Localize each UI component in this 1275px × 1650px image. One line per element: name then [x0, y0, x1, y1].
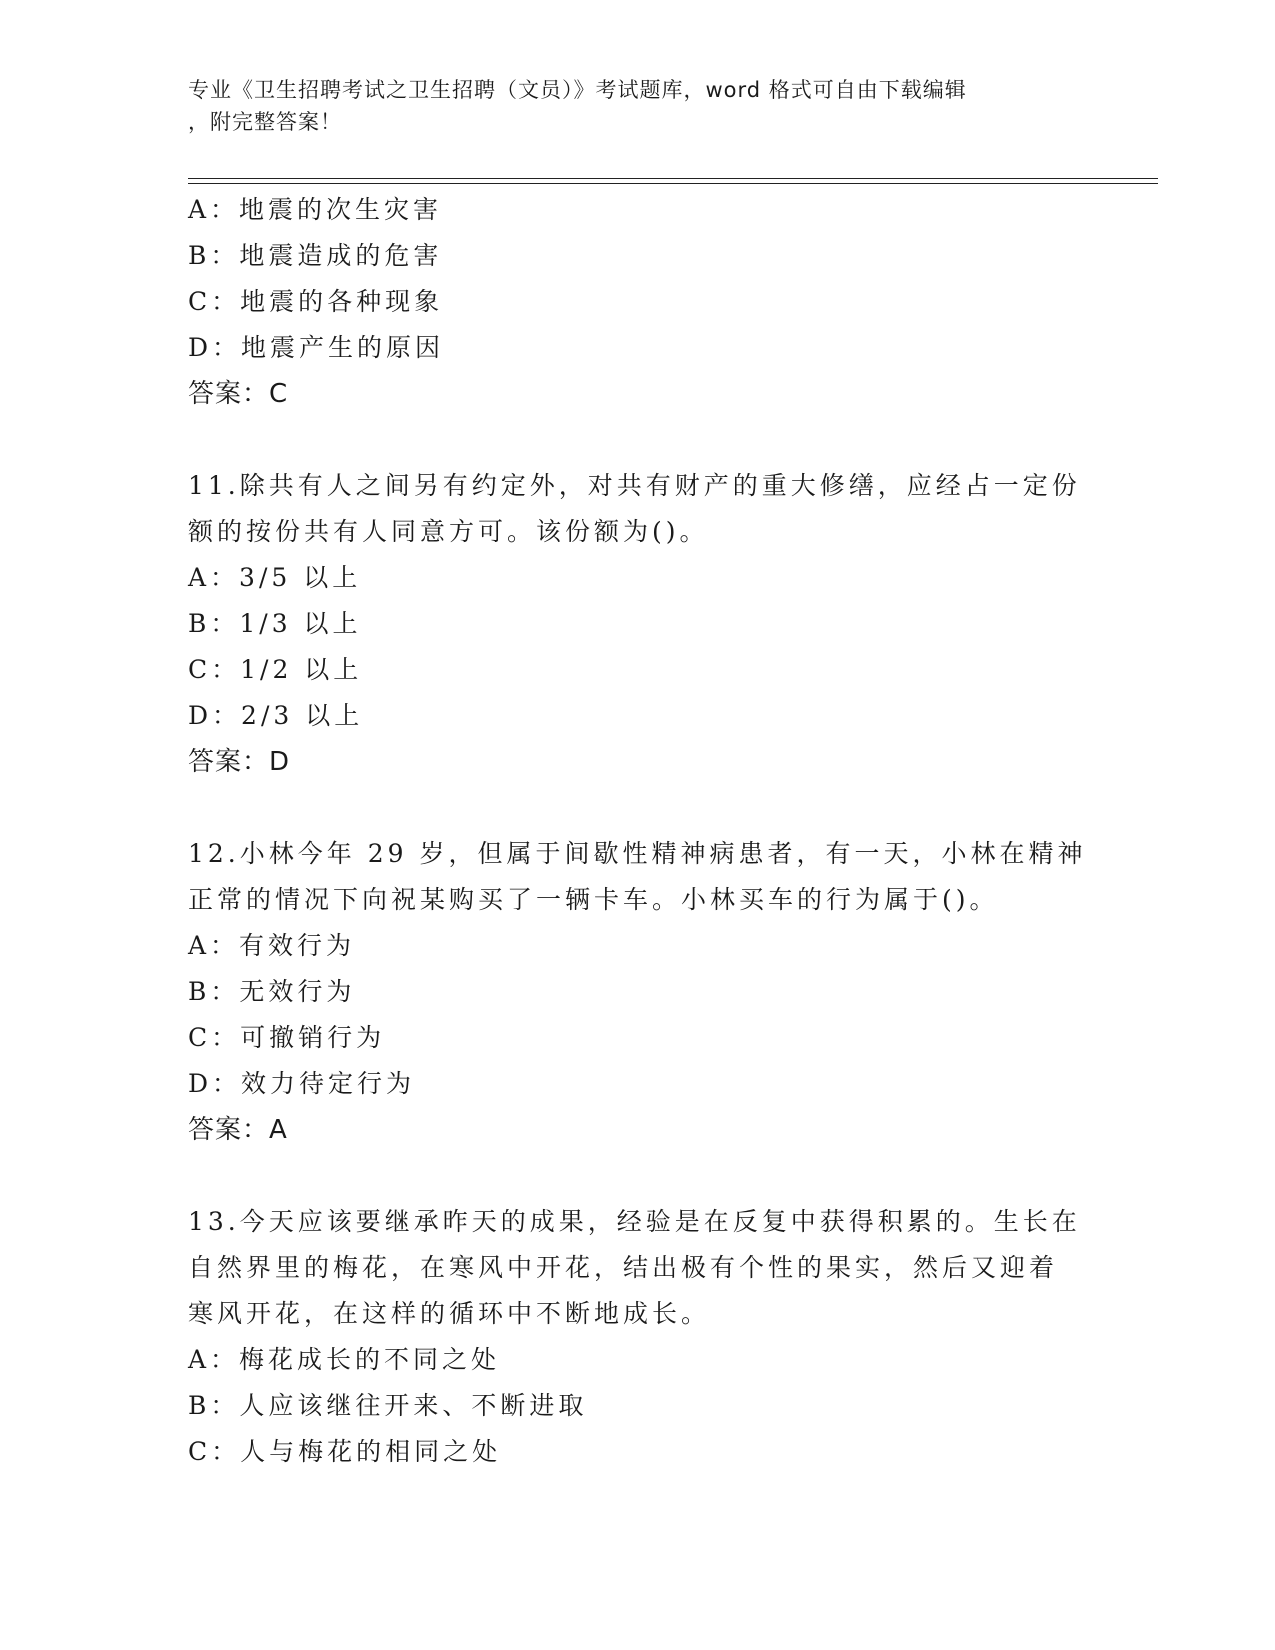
option-b: B：人应该继往开来、不断进取	[188, 1391, 588, 1420]
question-stem-line: 自然界里的梅花，在寒风中开花，结出极有个性的果实，然后又迎着	[188, 1253, 1059, 1282]
option-d: D：地震产生的原因	[188, 333, 445, 362]
header-divider-bottom	[188, 183, 1158, 184]
question-stem-line: 寒风开花，在这样的循环中不断地成长。	[188, 1299, 711, 1328]
option-d: D：2/3 以上	[188, 701, 364, 730]
answer-label: 答案：A	[188, 1115, 288, 1145]
header-divider-top	[188, 178, 1158, 179]
answer-label: 答案：C	[188, 379, 289, 409]
question-13	[188, 1199, 1088, 1475]
option-c: C：可撤销行为	[188, 1023, 386, 1052]
header-line-2: ，附完整答案！	[188, 110, 342, 134]
option-a: A：3/5 以上	[188, 563, 362, 592]
option-a: A：地震的次生灾害	[188, 195, 443, 224]
option-b: B：1/3 以上	[188, 609, 362, 638]
option-c: C：地震的各种现象	[188, 287, 444, 316]
question-stem-line: 额的按份共有人同意方可。该份额为()。	[188, 517, 709, 546]
question-list	[188, 187, 1088, 1475]
question-10	[188, 187, 1088, 417]
question-stem-line: 13.今天应该要继承昨天的成果，经验是在反复中获得积累的。生长在	[188, 1207, 1081, 1236]
header-line-1: 专业《卫生招聘考试之卫生招聘（文员）》考试题库，word 格式可自由下载编辑	[188, 78, 967, 102]
option-d: D：效力待定行为	[188, 1069, 416, 1098]
option-a: A：有效行为	[188, 931, 356, 960]
question-11	[188, 463, 1088, 785]
option-c: C：1/2 以上	[188, 655, 363, 684]
option-b: B：地震造成的危害	[188, 241, 443, 270]
option-a: A：梅花成长的不同之处	[188, 1345, 501, 1374]
question-stem-line: 12.小林今年 29 岁，但属于间歇性精神病患者，有一天，小林在精神	[188, 839, 1087, 868]
option-c: C：人与梅花的相同之处	[188, 1437, 502, 1466]
document-header	[188, 74, 1078, 138]
option-b: B：无效行为	[188, 977, 356, 1006]
question-stem-line: 正常的情况下向祝某购买了一辆卡车。小林买车的行为属于()。	[188, 885, 999, 914]
answer-label: 答案：D	[188, 747, 291, 777]
question-stem-line: 11.除共有人之间另有约定外，对共有财产的重大修缮，应经占一定份	[188, 471, 1081, 500]
question-12	[188, 831, 1088, 1153]
